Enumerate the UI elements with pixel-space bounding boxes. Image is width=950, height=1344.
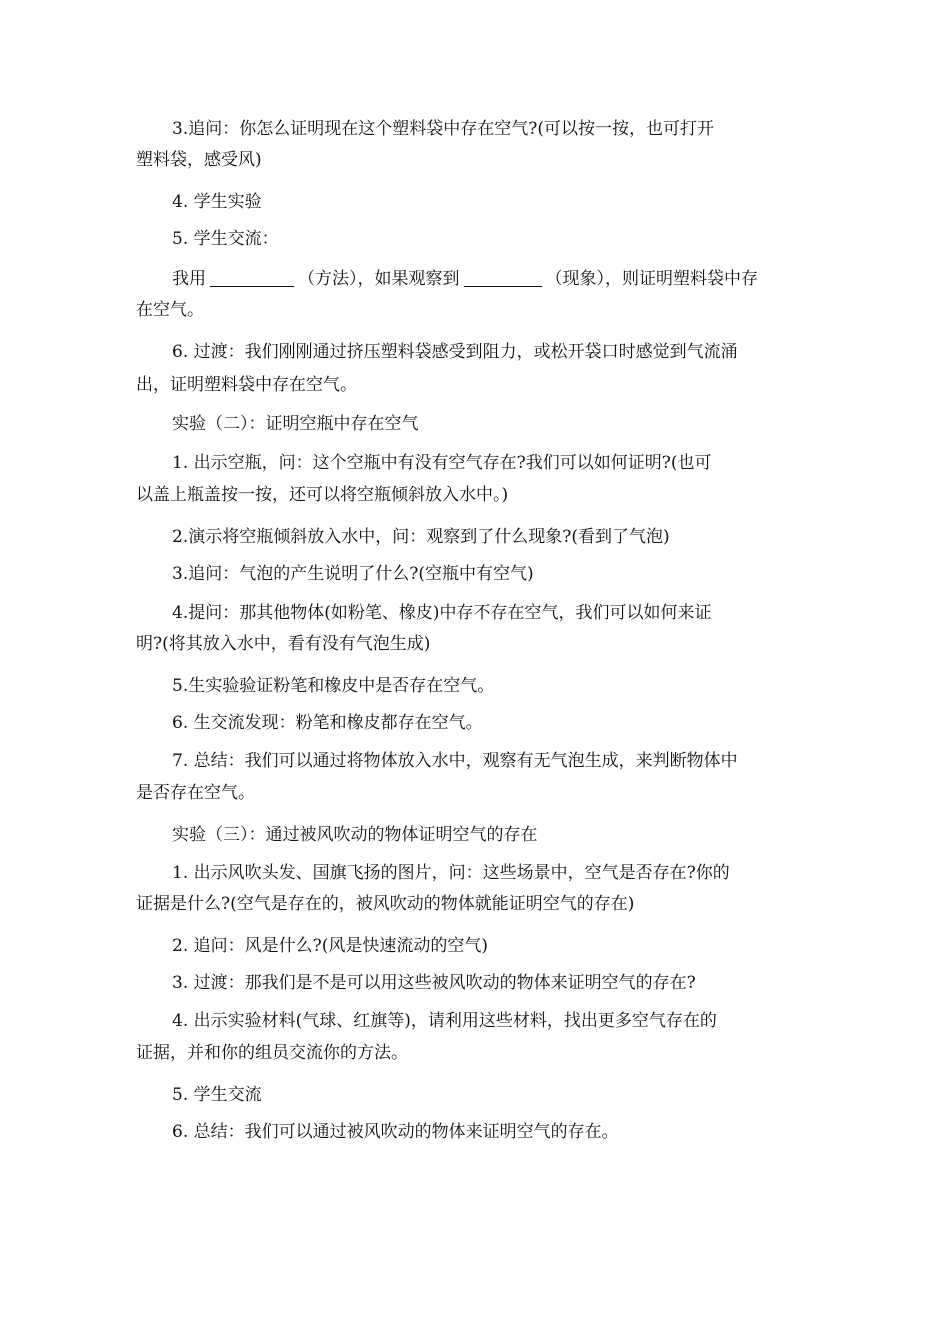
exp3-item-4-l1: 4. 出示实验材料(气球、红旗等)，请利用这些材料，找出更多空气存在的	[172, 1011, 717, 1031]
exp3-item-1-l1: 1. 出示风吹头发、国旗飞扬的图片，问：这些场景中，空气是否存在?你的	[172, 863, 730, 883]
exp2-item-7-l1: 7. 总结：我们可以通过将物体放入水中，观察有无气泡生成，来判断物体中	[172, 751, 738, 771]
exp3-item-6: 6. 总结：我们可以通过被风吹动的物体来证明空气的存在。	[172, 1122, 619, 1142]
method-blank	[210, 268, 294, 287]
para-4: 4. 学生实验	[172, 192, 262, 212]
para-6-l1: 6. 过渡：我们刚刚通过挤压塑料袋感受到阻力，或松开袋口时感觉到气流涌	[172, 342, 738, 362]
para-6-l2: 出，证明塑料袋中存在空气。	[136, 375, 357, 395]
exp2-item-1-l2: 以盖上瓶盖按一按，还可以将空瓶倾斜放入水中。)	[136, 485, 509, 505]
exp3-item-4-l2: 证据，并和你的组员交流你的方法。	[136, 1043, 408, 1063]
para-3-l2: 塑料袋，感受风)	[136, 150, 262, 170]
exp2-item-7-l2: 是否存在空气。	[136, 783, 255, 803]
fill-in-l2: 在空气。	[136, 300, 204, 320]
exp2-item-3: 3.追问：气泡的产生说明了什么?(空瓶中有空气)	[172, 564, 534, 584]
fill-in-part-c: （现象），则证明塑料袋中存	[545, 269, 758, 289]
fill-in-part-b: （方法），如果观察到	[298, 269, 460, 289]
exp2-item-2: 2.演示将空瓶倾斜放入水中，问：观察到了什么现象?(看到了气泡)	[172, 527, 670, 547]
exp2-item-4-l2: 明?(将其放入水中，看有没有气泡生成)	[136, 634, 431, 654]
experiment-2-heading: 实验（二）：证明空瓶中存在空气	[172, 414, 419, 434]
exp3-item-3: 3. 过渡：那我们是不是可以用这些被风吹动的物体来证明空气的存在?	[172, 973, 696, 993]
exp3-item-1-l2: 证据是什么?(空气是存在的，被风吹动的物体就能证明空气的存在)	[136, 894, 635, 914]
exp2-item-5: 5.生实验验证粉笔和橡皮中是否存在空气。	[172, 676, 495, 696]
exp2-item-1-l1: 1. 出示空瓶，问：这个空瓶中有没有空气存在?我们可以如何证明?(也可	[172, 453, 712, 473]
exp2-item-4-l1: 4.提问：那其他物体(如粉笔、橡皮)中存不存在空气，我们可以如何来证	[172, 603, 712, 623]
fill-in-part-a: 我用	[172, 269, 206, 289]
phenomenon-blank	[464, 268, 542, 287]
fill-in-sentence	[172, 268, 758, 288]
experiment-3-heading: 实验（三）：通过被风吹动的物体证明空气的存在	[172, 825, 538, 845]
exp3-item-5: 5. 学生交流	[172, 1085, 262, 1105]
exp2-item-6: 6. 生交流发现：粉笔和橡皮都存在空气。	[172, 713, 483, 733]
para-3-l1: 3.追问：你怎么证明现在这个塑料袋中存在空气?(可以按一按，也可打开	[172, 119, 714, 139]
para-5: 5. 学生交流：	[172, 229, 279, 249]
exp3-item-2: 2. 追问：风是什么?(风是快速流动的空气)	[172, 936, 489, 956]
